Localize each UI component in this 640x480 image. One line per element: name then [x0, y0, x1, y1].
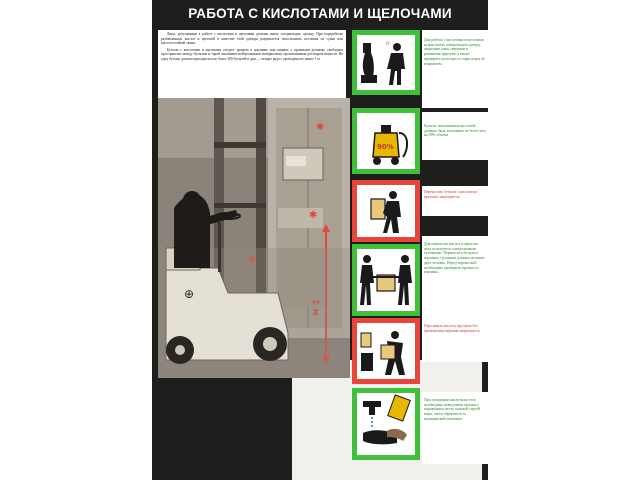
svg-text:90%: 90%: [377, 143, 394, 151]
note-no-manual-carry: Переносить бутыли с кислотами вручную запрещается.: [424, 190, 477, 199]
svg-text:⊕: ⊕: [184, 287, 195, 301]
carrying-bottle-icon: [357, 185, 415, 237]
worker-in-apron-icon: [357, 35, 415, 90]
note-bottle-fill: Бутыли, наполненные кислотой, должны быть заполнены не более чем на 90% объёма.: [424, 124, 486, 138]
note-protective-clothing: Для работы с кислотами и щелочами нужно иметь специальную одежду, защитные очки, перчатки и резиновые фартуки, а также проверять целостность тары перед её вскрытием.: [424, 38, 485, 66]
height-label: 1 м: [310, 299, 320, 316]
intro-paragraph-1: Лица, допущенные к работе с кислотами и щелочами должны иметь специальную одежду. При переработке разбавленных кислот и щелочей в качестве этой одежды разрешается использовать костюмы из сукна или кислотостойкой ткани.: [161, 32, 343, 46]
safety-panel-two-person-carry: [352, 244, 420, 316]
forklift-warehouse-photo: [158, 98, 350, 378]
note-two-person-carry: Для переноски кислот в пределах цеха пользуются специальными тележками. Переносить бутыли в корзинах с ручками должны не менее двух человек. Перед переноской необходимо проверить прочность корзины.: [424, 242, 485, 275]
safety-panel-bottle-fill: [352, 108, 420, 174]
washing-hands-icon: [357, 393, 415, 455]
safety-panel-protective-clothing: [352, 30, 420, 95]
safety-panel-no-manual-carry: [352, 180, 420, 242]
svg-text:☆: ☆: [385, 40, 391, 47]
safety-poster: [152, 0, 488, 480]
safety-panel-wash-skin: [352, 388, 420, 460]
note-wash-skin: При попадании кислоты на тело необходимо немедленно промыть поражённое место сильной струёй воды, затем обратиться за медицинской помощью.: [424, 398, 480, 421]
intro-paragraph-2: Бутыли с кислотами и щелочами следует хранить в корзинах или ящиках с прочными ручками, свободное пространство между бутылью и тарой заполняют нейтральными материалами, пропитанными раствором веществ. На одну бутыль должно приходиться не более 300 бутылей в дни — четыре ряда с проходами не менее 1 м.: [161, 47, 343, 62]
forklift-illustration: [158, 98, 350, 378]
two-workers-carrying-icon: [357, 249, 415, 311]
safety-panel-no-manual-pour: [352, 318, 420, 384]
pouring-acid-icon: [357, 323, 415, 379]
svg-text:✱: ✱: [309, 210, 318, 221]
svg-text:✱: ✱: [316, 122, 325, 133]
note-no-manual-pour: Переливать кислоту вручную без применения сифонов запрещается.: [424, 324, 481, 333]
acid-cart-icon: [357, 113, 415, 169]
svg-text:✱: ✱: [248, 255, 257, 266]
poster-title: РАБОТА С КИСЛОТАМИ И ЩЕЛОЧАМИ: [188, 6, 452, 21]
